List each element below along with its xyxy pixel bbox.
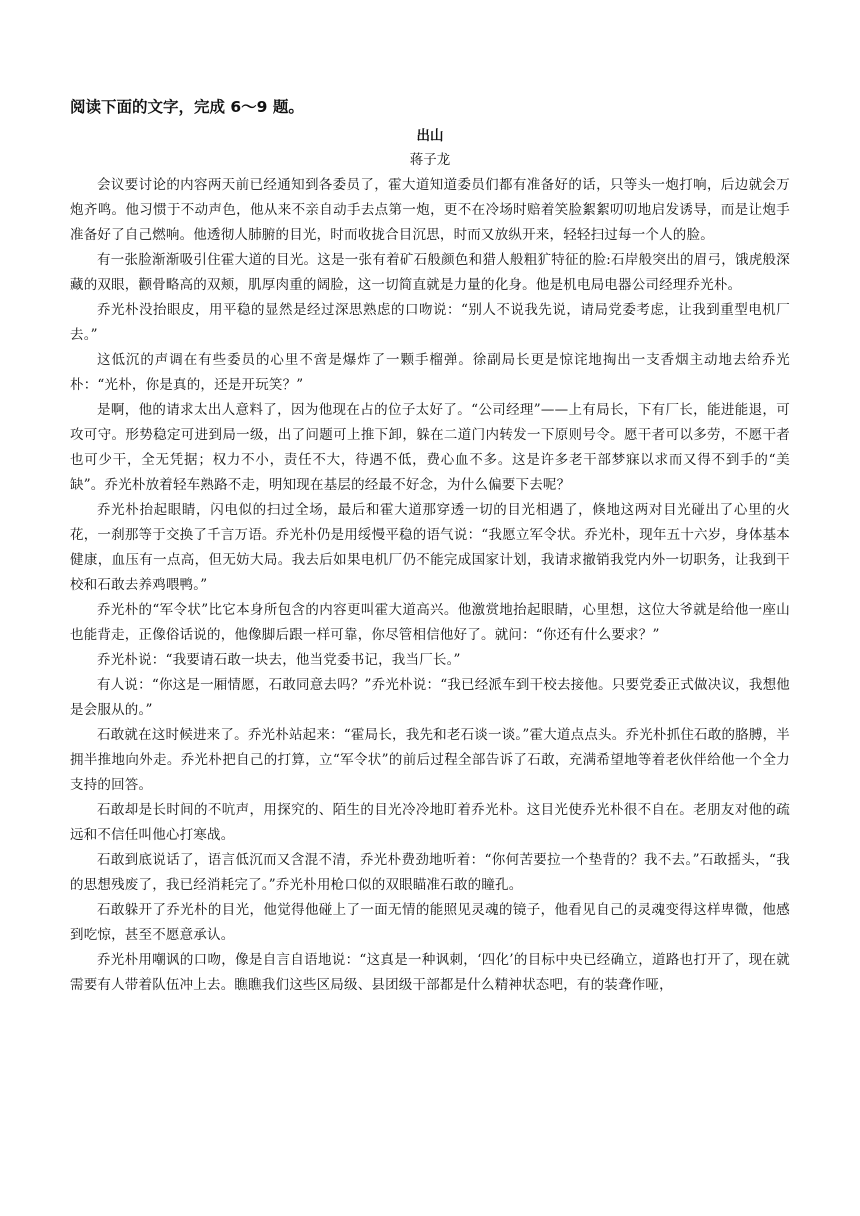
story-author: 蒋子龙 [409,152,451,168]
paragraph: 石敢却是长时间的不吭声，用探究的、陌生的目光冷冷地盯着乔光朴。这目光使乔光朴很不自在。老朋友对他的疏远和不信任叫他心打寒战。 [70,802,790,843]
story-body [70,173,790,998]
paragraph: 有一张脸渐渐吸引住霍大道的目光。这是一张有着矿石般颜色和猎人般粗犷特征的脸:石岸般突出的眉弓，饿虎般深藏的双眼，颧骨略高的双颊，肌厚肉重的阔脸，这一切简直就是力量的化身。他是机电局电器公司经理乔光朴。 [70,252,790,293]
paragraph: 石敢到底说话了，语言低沉而又含混不清，乔光朴费劲地听着：“你何苦要拉一个垫背的？我不去。”石敢摇头，“我的思想残废了，我已经消耗完了。”乔光朴用枪口似的双眼瞄准石敢的瞳孔。 [70,852,790,893]
paragraph: 乔光朴抬起眼睛，闪电似的扫过全场，最后和霍大道那穿透一切的目光相遇了，倏地这两对目光碰出了心里的火花，一刹那等于交换了千言万语。乔光朴仍是用绥慢平稳的语气说：“我愿立军令状。乔光朴，现年五十六岁，身体基本健康，血压有一点高，但无妨大局。我去后如果电机厂仍不能完成国家计划，我请求撤销我党内外一切职务，让我到干校和石敢去养鸡喂鸭。” [70,502,790,593]
paragraph: 石敢就在这时候进来了。乔光朴站起来：“霍局长，我先和老石谈一谈。”霍大道点点头。乔光朴抓住石敢的胳膊，半拥半推地向外走。乔光朴把自己的打算，立“军令状”的前后过程全部告诉了石敢，充满希望地等着老伙伴给他一个全力支持的回答。 [70,727,790,793]
paragraph: 有人说：“你这是一厢情愿，石敢同意去吗？”乔光朴说：“我已经派车到干校去接他。只要党委正式做决议，我想他是会服从的。” [70,677,790,718]
paragraph: 乔光朴用嘲讽的口吻，像是自言自语地说：“这真是一种讽刺，‘四化’的目标中央已经确立，道路也打开了，现在就需要有人带着队伍冲上去。瞧瞧我们这些区局级、县团级干部都是什么精神状态吧，有的装聋作哑， [70,952,790,993]
paragraph: 石敢躲开了乔光朴的目光，他觉得他碰上了一面无情的能照见灵魂的镜子，他看见自己的灵魂变得这样卑微，他感到吃惊，甚至不愿意承认。 [70,902,790,943]
story-title: 出山 [416,128,444,144]
question-heading: 阅读下面的文字，完成 6～9 题。 [70,98,304,116]
paragraph: 是啊，他的请求太出人意料了，因为他现在占的位子太好了。“公司经理”——上有局长，下有厂长，能进能退，可攻可守。形势稳定可进到局一级，出了问题可上推下卸，躲在二道门内转发一下原则号令。愿干者可以多劳，不愿干者也可少干，全无凭据；权力不小，责任不大，待遇不低，费心血不多。这是许多老干部梦寐以求而又得不到手的“美缺”。乔光朴放着轻车熟路不走，明知现在基层的经最不好念，为什么偏要下去呢？ [70,402,790,493]
paragraph: 这低沉的声调在有些委员的心里不啻是爆炸了一颗手榴弹。徐副局长更是惊诧地掏出一支香烟主动地去给乔光朴：“光朴，你是真的，还是开玩笑？” [70,352,790,393]
paragraph: 会议要讨论的内容两天前已经通知到各委员了，霍大道知道委员们都有准备好的话，只等头一炮打响，后边就会万炮齐鸣。他习惯于不动声色，他从来不亲自动手去点第一炮，更不在冷场时赔着笑脸絮絮叨叨地启发诱导，而是让炮手准备好了自己燃响。他透彻人肺腑的目光，时而收拢合目沉思，时而又放纵开来，轻轻扫过每一个人的脸。 [70,177,790,243]
paragraph: 乔光朴说：“我要请石敢一块去，他当党委书记，我当厂长。” [97,652,461,668]
paragraph: 乔光朴的“军令状”比它本身所包含的内容更叫霍大道高兴。他激赏地抬起眼睛，心里想，这位大爷就是给他一座山也能背走，正像俗话说的，他像脚后跟一样可靠，你尽管相信他好了。就问：“你还有什么要求？” [70,602,790,643]
paragraph: 乔光朴没抬眼皮，用平稳的显然是经过深思熟虑的口吻说：“别人不说我先说，请局党委考虑，让我到重型电机厂去。” [70,302,790,343]
